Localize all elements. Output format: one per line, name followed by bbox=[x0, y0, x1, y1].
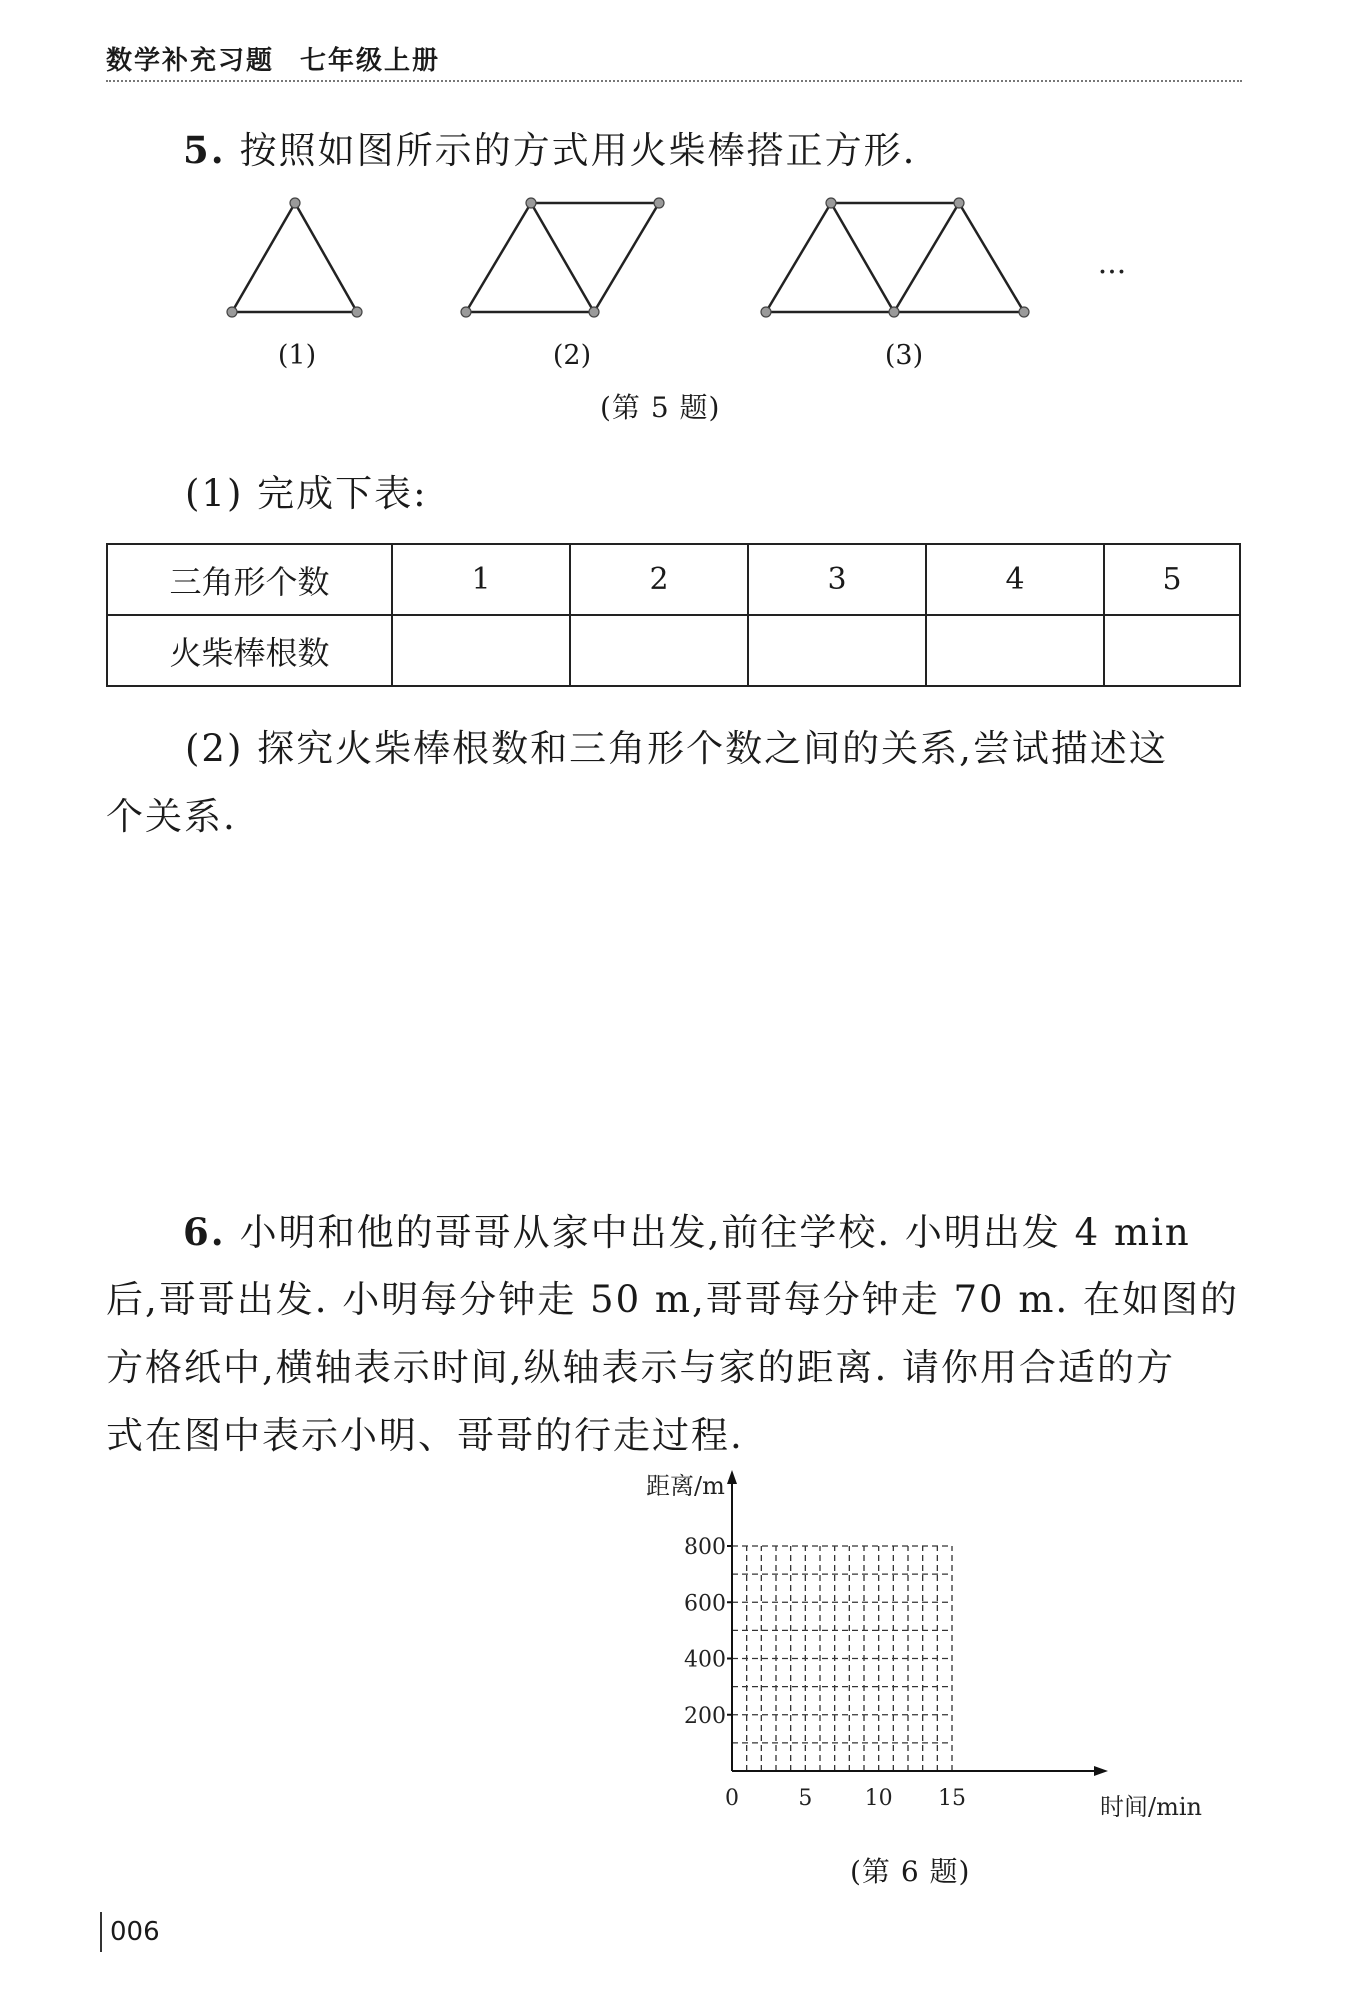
axes bbox=[727, 1470, 1108, 1776]
row-header-triangles: 三角形个数 bbox=[107, 544, 392, 615]
question-6-caption: (第 6 题) bbox=[850, 1855, 971, 1888]
matchstick-figures bbox=[200, 180, 1140, 330]
header-divider bbox=[106, 80, 1242, 82]
y-tick-label: 600 bbox=[684, 1591, 726, 1617]
y-tick-label: 400 bbox=[684, 1647, 726, 1673]
figure-label-2: (2) bbox=[552, 340, 592, 371]
question-6-line-1 bbox=[183, 1198, 1191, 1267]
triangle-count-cell: 4 bbox=[926, 544, 1104, 615]
question-5-part-1: (1) 完成下表: bbox=[185, 472, 428, 515]
book-title: 数学补充习题 bbox=[106, 46, 275, 76]
matchstick-answer-cell[interactable] bbox=[926, 615, 1104, 686]
x-tick-label: 0 bbox=[725, 1786, 739, 1811]
matchstick-answer-cell[interactable] bbox=[570, 615, 748, 686]
matchstick-answer-cell[interactable] bbox=[392, 615, 570, 686]
table-row bbox=[107, 544, 1240, 615]
triangle-count-cell: 5 bbox=[1104, 544, 1240, 615]
distance-time-grid bbox=[600, 1460, 1240, 1830]
x-tick-label: 10 bbox=[864, 1786, 893, 1811]
page-number: 006 bbox=[100, 1912, 160, 1952]
figure-2-triangles bbox=[466, 203, 659, 312]
question-5-part-2-line-2: 个关系. bbox=[106, 795, 237, 838]
question-6-number: 6. bbox=[183, 1210, 226, 1254]
table-row bbox=[107, 615, 1240, 686]
figure-3-triangles bbox=[766, 203, 1024, 312]
running-header bbox=[106, 40, 440, 77]
figure-1-triangle bbox=[232, 203, 357, 312]
question-6-line-4: 式在图中表示小明、哥哥的行走过程. bbox=[106, 1414, 744, 1457]
figure-label-1: (1) bbox=[277, 340, 317, 371]
y-tick-label: 200 bbox=[684, 1703, 726, 1729]
question-5-stem bbox=[183, 116, 916, 185]
matchstick-answer-cell[interactable] bbox=[748, 615, 926, 686]
question-5-text: 按照如图所示的方式用火柴棒搭正方形. bbox=[239, 129, 917, 172]
grade-label: 七年级上册 bbox=[300, 46, 441, 76]
row-header-matchsticks: 火柴棒根数 bbox=[107, 615, 392, 686]
answer-table bbox=[106, 543, 1241, 687]
question-6-line-3: 方格纸中,横轴表示时间,纵轴表示与家的距离. 请你用合适的方 bbox=[106, 1346, 1176, 1389]
y-axis-arrow bbox=[727, 1470, 737, 1484]
x-axis-arrow bbox=[1094, 1766, 1108, 1776]
x-axis-label: 时间/min bbox=[1100, 1793, 1202, 1821]
triangle-count-cell: 3 bbox=[748, 544, 926, 615]
y-axis-label: 距离/m bbox=[646, 1472, 725, 1500]
matchstick-answer-cell[interactable] bbox=[1104, 615, 1240, 686]
figure-label-3: (3) bbox=[884, 340, 924, 371]
ellipsis: ··· bbox=[1097, 255, 1127, 290]
question-6-text: 小明和他的哥哥从家中出发,前往学校. 小明出发 4 min bbox=[239, 1211, 1191, 1254]
y-tick-label: 800 bbox=[684, 1535, 726, 1560]
x-tick-label: 15 bbox=[938, 1786, 966, 1811]
question-6-line-2: 后,哥哥出发. 小明每分钟走 50 m,哥哥每分钟走 70 m. 在如图的 bbox=[106, 1278, 1239, 1321]
question-5-caption: (第 5 题) bbox=[600, 391, 721, 424]
triangle-count-cell: 1 bbox=[392, 544, 570, 615]
grid-lines bbox=[732, 1546, 952, 1771]
x-tick-label: 5 bbox=[798, 1786, 813, 1811]
tick-labels bbox=[684, 1535, 966, 1811]
question-5-part-2-line-1: (2) 探究火柴棒根数和三角形个数之间的关系,尝试描述这 bbox=[185, 727, 1168, 770]
triangle-count-cell: 2 bbox=[570, 544, 748, 615]
question-5-number: 5. bbox=[183, 128, 226, 172]
